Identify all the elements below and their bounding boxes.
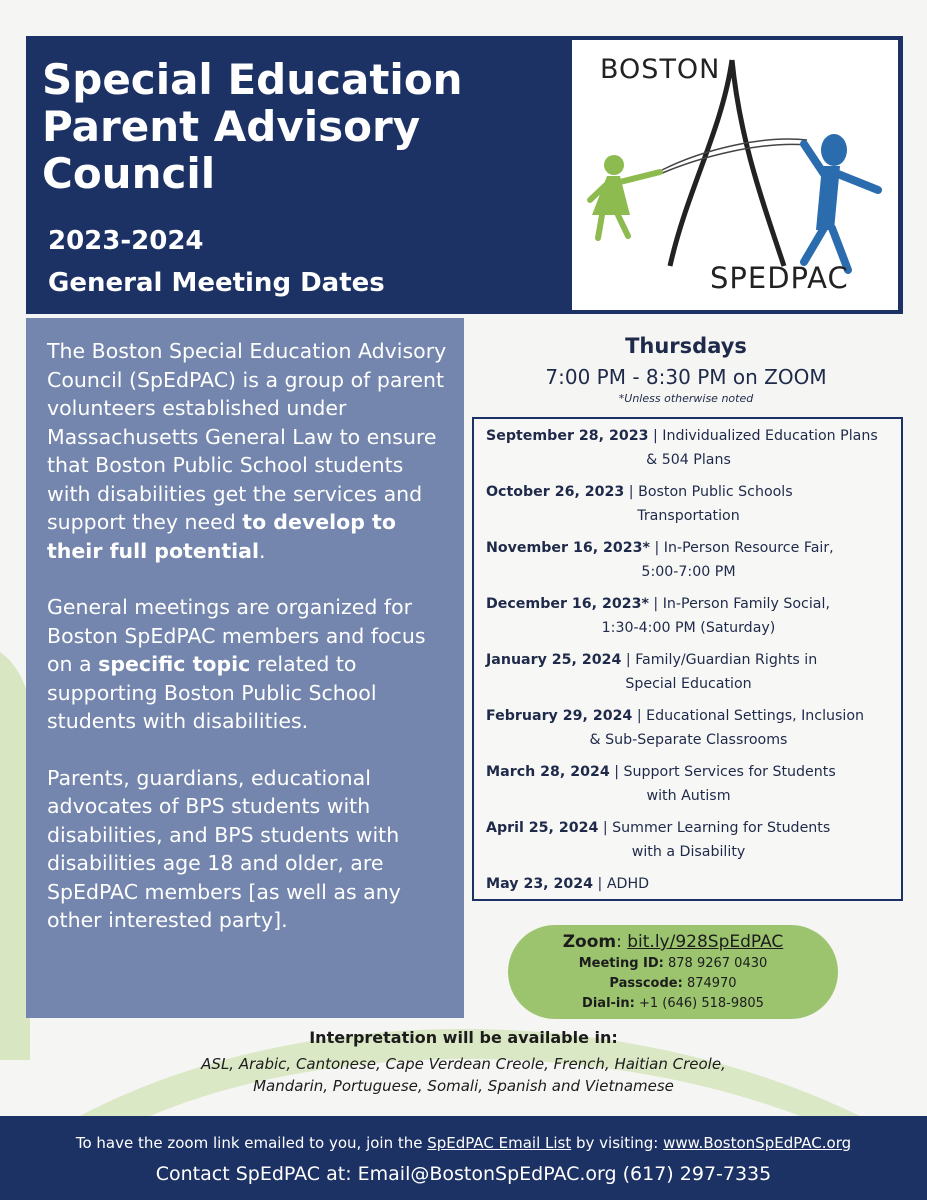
title-line-2: Parent Advisory <box>42 102 421 151</box>
meeting-item: September 28, 2023 | Individualized Education Plans & 504 Plans <box>486 428 878 468</box>
meeting-item: October 26, 2023 | Boston Public Schools Transportation <box>486 484 793 524</box>
meeting-item: February 29, 2024 | Educational Settings, Inclusion & Sub-Separate Classrooms <box>486 708 865 748</box>
footer-contact: Contact SpEdPAC at: Email@BostonSpEdPAC.org (617) 297-7335 <box>155 1163 772 1185</box>
meeting-id: Meeting ID: 878 9267 0430 <box>578 956 768 971</box>
interpretation-section <box>100 1026 827 1097</box>
interpretation-languages: ASL, Arabic, Cantonese, Cape Verdean Creole, French, Haitian Creole, Mandarin, Portuguese, Somali, Spanish and Vietnamese <box>201 1055 726 1095</box>
title-line-1: Special Education <box>42 55 463 104</box>
meeting-item: April 25, 2024 | Summer Learning for Students with a Disability <box>486 820 831 860</box>
zoom-info: Zoom: bit.ly/928SpEdPAC Meeting ID: 878 9267 0430 Passcode: 874970 Dial-in: +1 (646) 518-9805 <box>508 925 838 1019</box>
logo-top-text: BOSTON <box>600 54 721 85</box>
dial-in: Dial-in: +1 (646) 518-9805 <box>582 996 764 1011</box>
website-link[interactable]: www.BostonSpEdPAC.org <box>663 1134 852 1152</box>
logo-central-stroke-right <box>732 60 784 266</box>
page-subtitle: General Meeting Dates <box>48 268 385 298</box>
meeting-day: Thursdays <box>625 334 747 358</box>
intro-paragraph-3: Parents, guardians, educational advocates of BPS students with disabilities, and BPS students with disabilities age 18 and older, are SpEdPAC members [as well as any other interested party]. <box>47 765 401 932</box>
meeting-time: 7:00 PM - 8:30 PM on ZOOM <box>545 365 827 389</box>
school-year: 2023-2024 <box>48 226 204 256</box>
logo-ribbon-lines <box>660 139 808 174</box>
boston-spedpac-logo <box>572 40 898 310</box>
schedule-header <box>472 332 900 406</box>
meeting-item: March 28, 2024 | Support Services for Students with Autism <box>486 764 836 804</box>
zoom-label: Zoom <box>562 932 617 952</box>
intro-paragraph-2: General meetings are organized for Boston SpEdPAC members and focus on a specific topic related to supporting Boston Public School students with disabilities. <box>47 595 426 733</box>
meeting-dates-list <box>472 417 903 901</box>
footer-email-list: To have the zoom link emailed to you, join the SpEdPAC Email List by visiting: www.BostonSpEdPAC.org <box>75 1134 852 1152</box>
meeting-note: *Unless otherwise noted <box>618 392 754 405</box>
interpretation-heading: Interpretation will be available in: <box>309 1028 618 1047</box>
meeting-item: November 16, 2023* | In-Person Resource Fair, 5:00-7:00 PM <box>486 540 834 580</box>
intro-paragraph-1: The Boston Special Education Advisory Council (SpEdPAC) is a group of parent volunteers established under Massachusetts General Law to ensure that Boston Public School students with disabilities get the services and support they need to develop to their full potential. <box>47 339 447 563</box>
footer <box>0 1116 927 1200</box>
zoom-link[interactable]: bit.ly/928SpEdPAC <box>627 932 784 952</box>
meeting-item: January 25, 2024 | Family/Guardian Rights in Special Education <box>486 652 818 692</box>
logo-central-stroke-left <box>670 60 732 266</box>
info-text <box>47 337 447 963</box>
meeting-item: December 16, 2023* | In-Person Family Social, 1:30-4:00 PM (Saturday) <box>486 596 830 636</box>
logo-bottom-text: SPEDPAC <box>710 261 849 295</box>
green-child-figure <box>590 155 660 238</box>
email-list-link[interactable]: SpEdPAC Email List <box>427 1134 572 1152</box>
passcode: Passcode: 874970 <box>609 976 737 991</box>
title-line-3: Council <box>42 149 216 198</box>
meeting-item: May 23, 2024 | ADHD <box>486 876 650 892</box>
page-title <box>42 56 562 197</box>
blue-child-figure <box>804 134 878 270</box>
